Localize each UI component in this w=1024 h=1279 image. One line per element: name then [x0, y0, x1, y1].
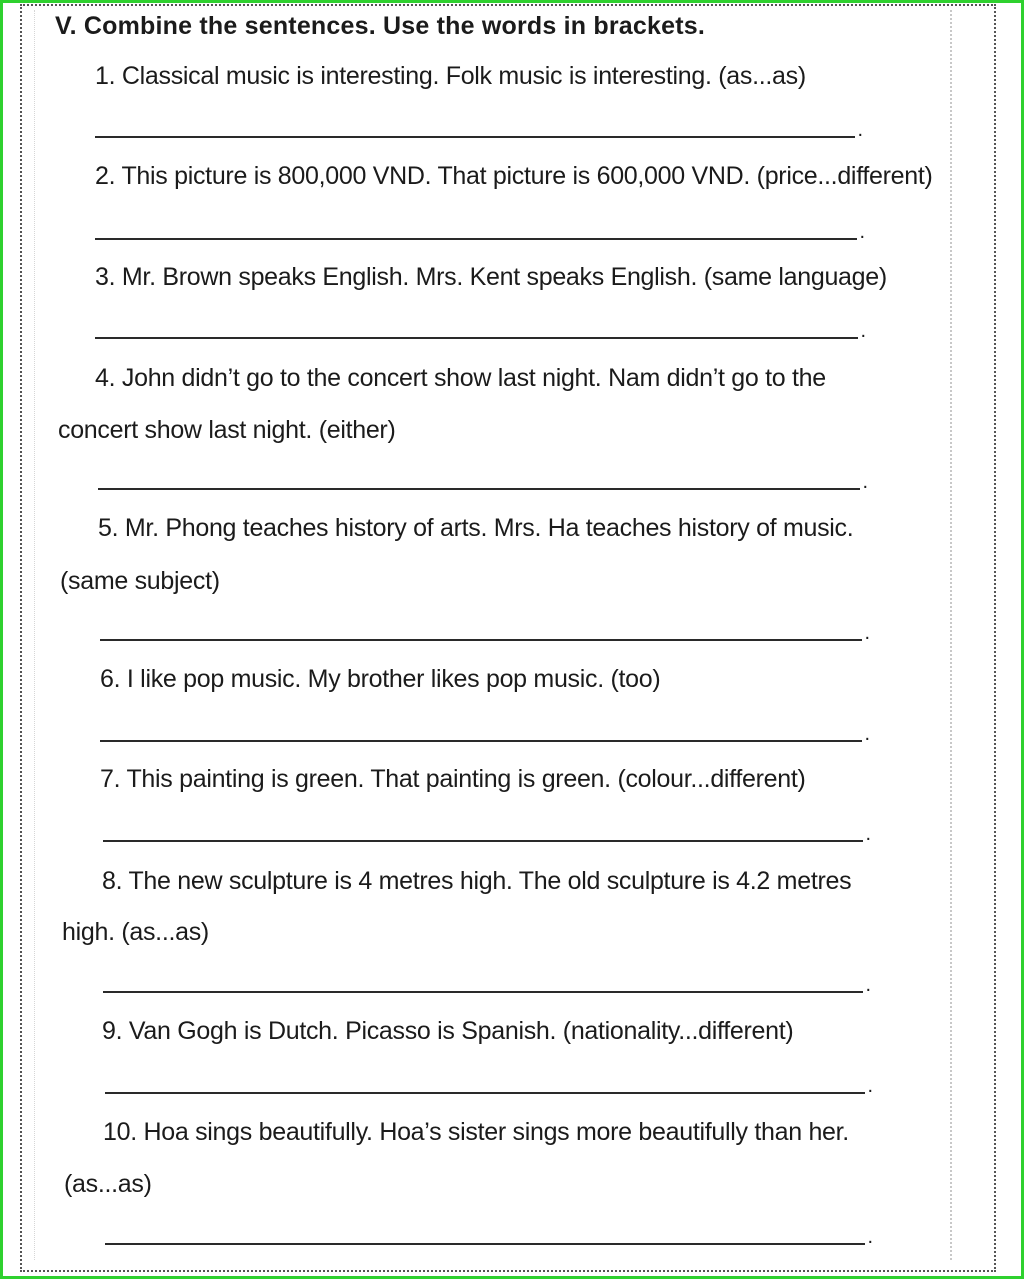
item-4-text-line-1: 4. John didn’t go to the concert show last night. Nam didn’t go to the	[95, 364, 826, 392]
item-6-text: 6. I like pop music. My brother likes pop music. (too)	[100, 665, 661, 693]
item-10-answer-line[interactable]	[105, 1226, 873, 1248]
item-10-answer-period: .	[867, 1226, 873, 1248]
item-8-text-line-1: 8. The new sculpture is 4 metres high. The old sculpture is 4.2 metres	[102, 867, 852, 895]
item-4-text-line-2: concert show last night. (either)	[58, 416, 396, 444]
item-1-text: 1. Classical music is interesting. Folk music is interesting. (as...as)	[95, 62, 806, 90]
item-3-answer-period: .	[860, 320, 866, 342]
item-3-text: 3. Mr. Brown speaks English. Mrs. Kent speaks English. (same language)	[95, 263, 887, 291]
item-3-answer-line[interactable]	[95, 320, 866, 342]
item-7-answer-period: .	[865, 823, 871, 845]
item-8-answer-period: .	[865, 974, 871, 996]
item-2-answer-period: .	[859, 221, 865, 243]
item-5-text-line-1: 5. Mr. Phong teaches history of arts. Mrs. Ha teaches history of music.	[98, 514, 854, 542]
item-7-answer-line[interactable]	[103, 823, 871, 845]
item-5-text-line-2: (same subject)	[60, 567, 220, 595]
item-10-text-line-1: 10. Hoa sings beautifully. Hoa’s sister sings more beautifully than her.	[103, 1118, 849, 1146]
item-4-answer-line[interactable]	[98, 471, 868, 493]
item-2-answer-line[interactable]	[95, 221, 865, 243]
item-1-answer-line[interactable]	[95, 119, 863, 141]
item-2-text: 2. This picture is 800,000 VND. That picture is 600,000 VND. (price...different)	[95, 162, 933, 190]
exercise-heading: V. Combine the sentences. Use the words in brackets.	[55, 12, 705, 40]
item-7-text: 7. This painting is green. That painting is green. (colour...different)	[100, 765, 806, 793]
item-6-answer-period: .	[864, 723, 870, 745]
item-4-answer-period: .	[862, 471, 868, 493]
item-10-text-line-2: (as...as)	[64, 1170, 152, 1198]
item-9-answer-line[interactable]	[105, 1075, 873, 1097]
item-8-text-line-2: high. (as...as)	[62, 918, 209, 946]
item-5-answer-period: .	[864, 622, 870, 644]
item-1-answer-period: .	[857, 119, 863, 141]
left-margin-guide	[34, 10, 35, 1260]
right-margin-guide	[950, 10, 952, 1260]
item-6-answer-line[interactable]	[100, 723, 870, 745]
item-9-text: 9. Van Gogh is Dutch. Picasso is Spanish. (nationality...different)	[102, 1017, 794, 1045]
item-9-answer-period: .	[867, 1075, 873, 1097]
item-8-answer-line[interactable]	[103, 974, 871, 996]
item-5-answer-line[interactable]	[100, 622, 870, 644]
